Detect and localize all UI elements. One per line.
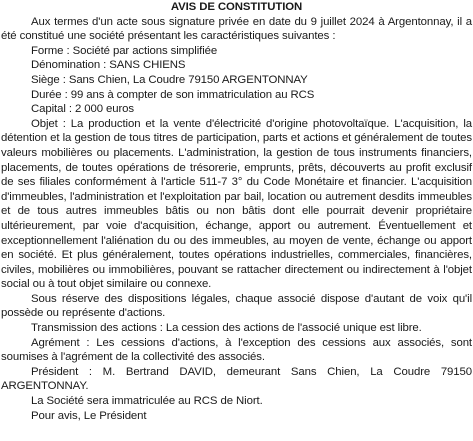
- field-siege: Siège : Sans Chien, La Coudre 79150 ARGENTONNAY: [31, 73, 308, 86]
- signature-line: Pour avis, Le Président: [31, 409, 147, 422]
- agrement-paragraph: Agrément : Les cessions d'actions, à l'exception des cessions aux associés, sont soumises à l'agrément de la collectivité des associés.: [1, 336, 472, 364]
- intro-paragraph: Aux termes d'un acte sous signature privée en date du 9 juillet 2024 à Argentonnay, il a été constitué une société présentant les caractéristiques suivantes :: [1, 15, 472, 43]
- president-paragraph: Président : M. Bertrand DAVID, demeurant Sans Chien, La Coudre 79150 ARGENTONNAY.: [1, 365, 472, 393]
- field-capital: Capital : 2 000 euros: [31, 103, 135, 116]
- immatriculation-paragraph: La Société sera immatriculée au RCS de Niort.: [31, 395, 263, 408]
- field-denomination: Dénomination : SANS CHIENS: [31, 59, 186, 72]
- vote-paragraph: Sous réserve des dispositions légales, chaque associé dispose d'autant de voix qu'il possède ou représente d'actions.: [1, 292, 472, 320]
- transmission-paragraph: Transmission des actions : La cession des actions de l'associé unique est libre.: [31, 322, 422, 335]
- field-forme: Forme : Société par actions simplifiée: [31, 44, 218, 57]
- notice-title: AVIS DE CONSTITUTION: [170, 1, 303, 13]
- field-duree: Durée : 99 ans à compter de son immatriculation au RCS: [31, 88, 315, 101]
- objet-paragraph: Objet : La production et la vente d'électricité d'origine photovoltaïque. L'acquisition, la détention et la gestion de tous titres de participation, parts et actions et généralement de toutes valeurs mobilières ou placements. L'administration, la gestion de tous instruments financiers, placements, de toutes opérations de trésorerie, emprunts, prêts, découverts au profit exclusif de ses filiales conformément à l'article 511-7 3° du Code Monétaire et financier. L'acquisition d'immeubles, l'administration et l'exploitation par bail, location ou autrement desdits immeubles et de tous autres immeubles bâtis ou non bâtis dont elle pourrait devenir propriétaire ultérieurement, par voie d'acquisition, échange, apport ou autrement. Éventuellement et exceptionnellement l'aliénation du ou des immeubles, au moyen de vente, échange ou apport en société. Et plus généralement, toutes opérations industrielles, commerciales, financières, civiles, mobilières ou immobilières, pouvant se rattacher directement ou indirectement à l'objet social ou à tout objet similaire ou connexe.: [1, 117, 472, 291]
